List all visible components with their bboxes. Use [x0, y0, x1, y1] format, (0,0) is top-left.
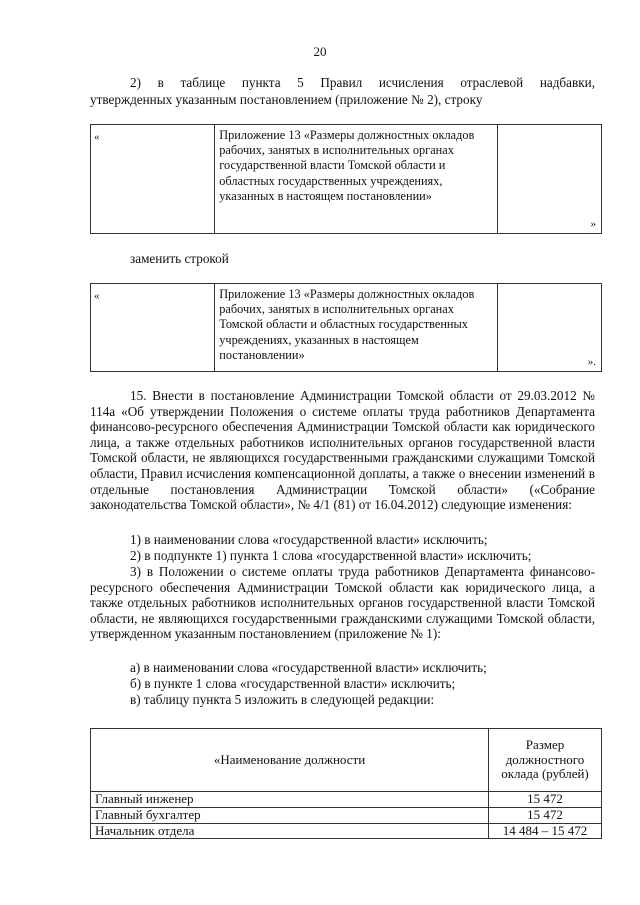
row-position: Главный инженер	[91, 792, 489, 808]
page-number: 20	[313, 44, 327, 59]
replace-instruction: заменить строкой	[130, 251, 229, 266]
section-15-item-3: 3) в Положении о системе оплаты труда работников Департамента финансово-ресурсного обеспечения Администрации Томской области как юридического лица, а также отдельных работников исполнительных органов государственной власти Томской области, не являющихся государственными гражданскими служащими Томской области, утвержденном указанным постановлением (приложение № 1):	[90, 564, 595, 642]
old-row-table	[90, 124, 602, 234]
old-row-text: Приложение 13 «Размеры должностных окладов рабочих, занятых в исполнительных органах государственной власти Томской области и областных государственных учреждениях, указанных в настоящем постановлении»	[215, 125, 497, 234]
new-row-open-quote: «	[91, 284, 215, 372]
table-row	[91, 807, 602, 823]
row-salary: 15 472	[489, 792, 602, 808]
old-row-close-cell	[497, 125, 601, 234]
row-position: Главный бухгалтер	[91, 807, 489, 823]
new-row-text: Приложение 13 «Размеры должностных окладов рабочих, занятых в исполнительных органах Томской области и областных государственных учреждениях, указанных в настоящем постановлении»	[215, 284, 497, 372]
header-salary: Размер должностного оклада (рублей)	[489, 729, 602, 792]
new-row-close-quote: ».	[587, 356, 596, 368]
section-15-sub-c: в) таблицу пункта 5 изложить в следующей редакции:	[130, 692, 435, 707]
section-15-sub-a: а) в наименовании слова «государственной власти» исключить;	[130, 660, 487, 675]
section-15-intro: 15. Внести в постановление Администрации Томской области от 29.03.2012 № 114а «Об утверждении Положения о системе оплаты труда работников Департамента финансово-ресурсного обеспечения Администрации Томской области как юридического лица, а также отдельных работников исполнительных органов государственной власти Томской области, не являющихся государственными гражданскими служащими Томской области, Правил исчисления компенсационной доплаты, а также о внесении изменений в отдельные постановления Администрации Томской области» («Собрание законодательства Томской области», № 4/1 (81) от 16.04.2012) следующие изменения:	[90, 388, 595, 513]
salary-table	[90, 728, 602, 839]
salary-table-header	[91, 729, 602, 792]
new-row-close-cell	[497, 284, 601, 372]
section-15-item-1: 1) в наименовании слова «государственной власти» исключить;	[130, 532, 488, 547]
item-2-line-2: утвержденных указанным постановлением (приложение № 2), строку	[90, 92, 483, 107]
old-row-open-quote: «	[91, 125, 215, 234]
item-2-line-1: 2) в таблице пункта 5 Правил исчисления отраслевой надбавки,	[130, 75, 595, 90]
section-15-sub-b: б) в пункте 1 слова «государственной власти» исключить;	[130, 676, 456, 691]
row-position: Начальник отдела	[91, 823, 489, 839]
table-row	[91, 792, 602, 808]
section-15-item-2: 2) в подпункте 1) пункта 1 слова «государственной власти» исключить;	[130, 548, 532, 563]
row-salary: 14 484 – 15 472	[489, 823, 602, 839]
table-row	[91, 823, 602, 839]
old-row-close-quote: »	[590, 218, 596, 230]
header-position: «Наименование должности	[91, 729, 489, 792]
new-row-table	[90, 283, 602, 372]
row-salary: 15 472	[489, 807, 602, 823]
